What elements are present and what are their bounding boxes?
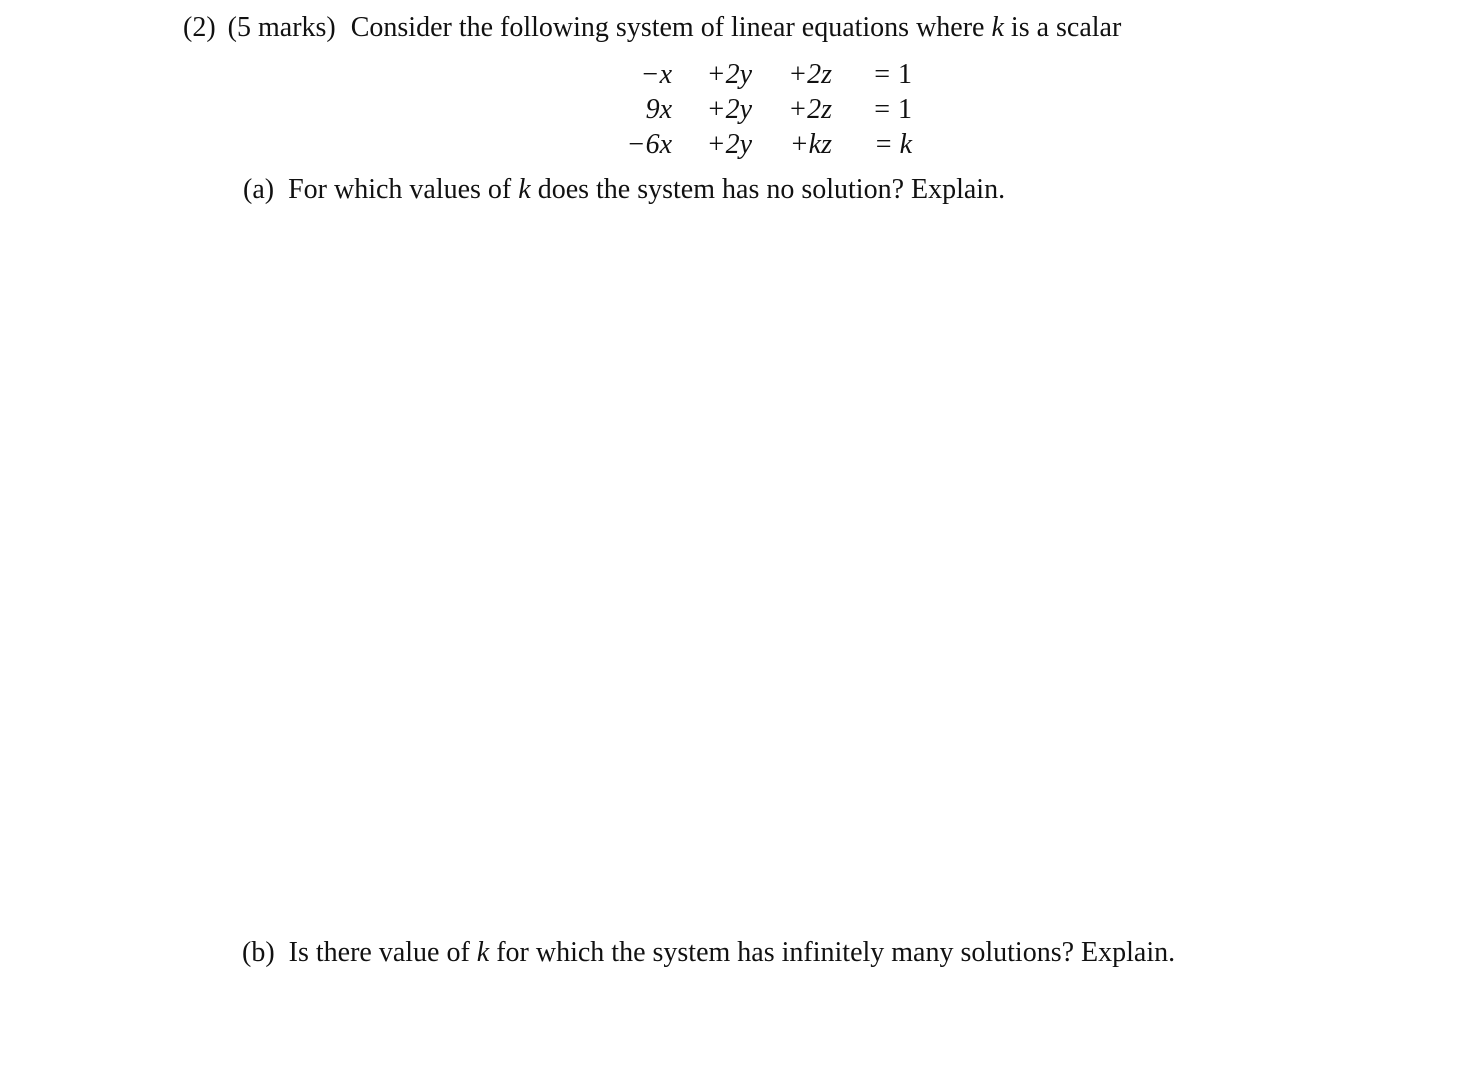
rhs-value: 1	[898, 94, 912, 125]
x-term: −6x	[626, 129, 672, 160]
x-term: −x	[640, 59, 672, 90]
equation-system	[610, 57, 912, 162]
equation-row	[610, 92, 912, 127]
part-b-variable: k	[476, 937, 490, 968]
equals-sign: =	[874, 94, 890, 125]
part-b-text: Is there value of	[288, 937, 470, 968]
equals-sign: =	[874, 59, 890, 90]
question-marks: (5 marks)	[227, 12, 336, 43]
rhs-value: k	[899, 129, 912, 160]
question-text-end: is a scalar	[1010, 12, 1122, 43]
question-header	[183, 11, 1121, 45]
part-b-text-end: for which the system has infinitely many solutions? Explain.	[496, 937, 1176, 968]
question-number: (2)	[183, 12, 216, 43]
scalar-variable: k	[991, 12, 1004, 43]
part-a-text: For which values of	[288, 174, 512, 205]
z-term: +2z	[788, 94, 832, 125]
question-text: Consider the following system of linear equations where	[350, 12, 985, 43]
z-term: +2z	[788, 59, 832, 90]
rhs-value: 1	[898, 59, 912, 90]
equals-sign: =	[875, 129, 892, 160]
part-a	[243, 173, 1005, 207]
equation-row	[610, 127, 912, 162]
part-a-text-end: does the system has no solution? Explain.	[537, 174, 1006, 205]
part-a-variable: k	[518, 174, 531, 205]
part-a-label: (a)	[243, 174, 275, 205]
y-term: +2y	[706, 59, 752, 90]
x-term: 9x	[645, 94, 672, 125]
part-b-label: (b)	[242, 937, 275, 968]
z-term: +kz	[789, 129, 832, 160]
y-term: +2y	[706, 94, 752, 125]
equation-rhs	[832, 127, 912, 162]
part-b	[242, 936, 1175, 970]
equation-rhs	[832, 92, 912, 127]
y-term: +2y	[706, 129, 752, 160]
equation-rhs	[832, 57, 912, 92]
equation-row	[610, 57, 912, 92]
